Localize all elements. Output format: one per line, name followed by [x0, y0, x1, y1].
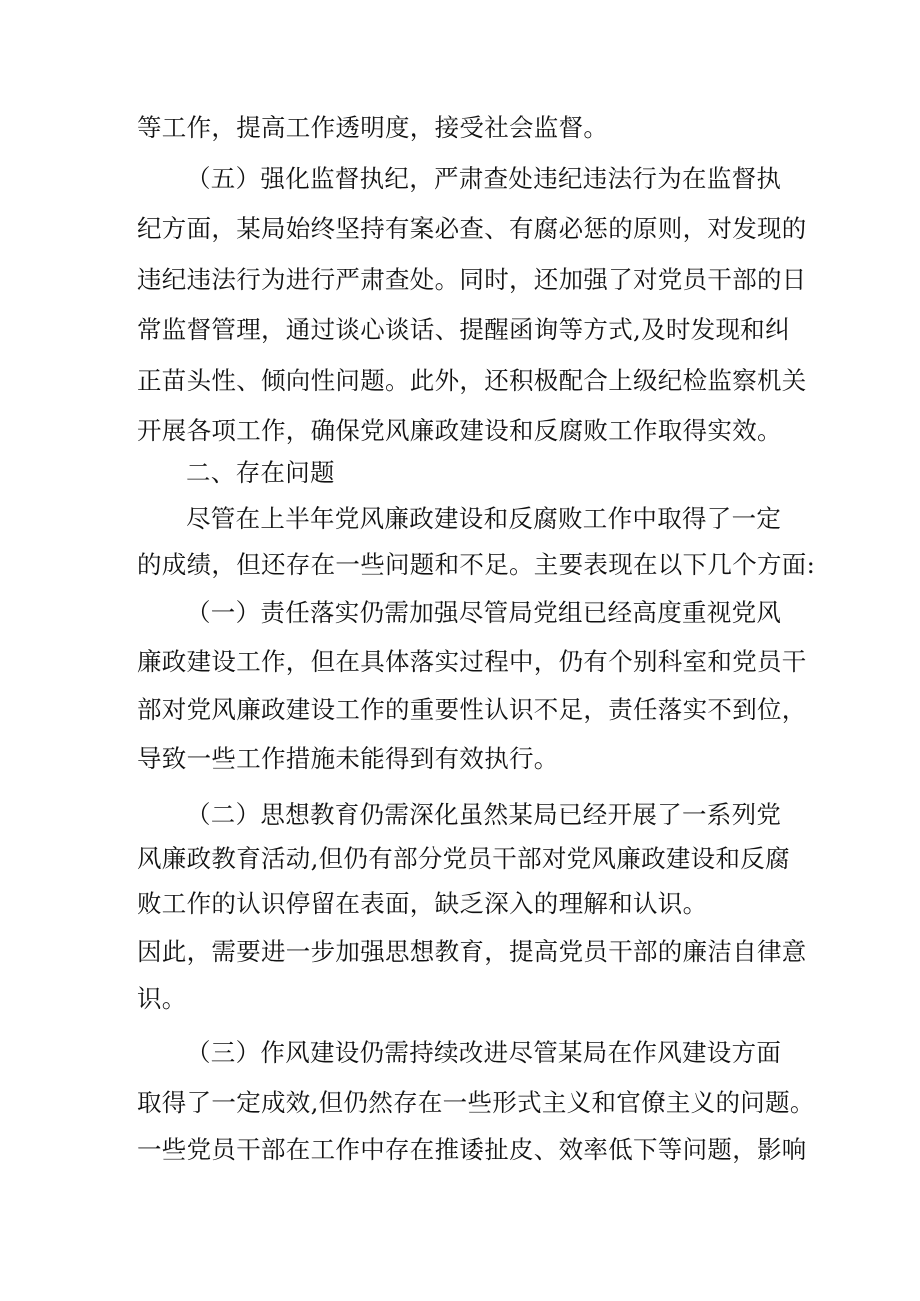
section-heading-1: （一）责任落实仍需加强尽管局党组已经高度重视党风 [186, 598, 782, 627]
text-line: 因此，需要进一步加强思想教育，提高党员干部的廉洁自律意 [137, 937, 807, 966]
text-line: 开展各项工作，确保党风廉政建设和反腐败工作取得实效。 [137, 416, 782, 445]
text-line: 一些党员干部在工作中存在推诿扯皮、效率低下等问题，影响 [137, 1135, 807, 1164]
text-line: 廉政建设工作，但在具体落实过程中，仍有个别科室和党员干 [137, 647, 807, 676]
text-line: 违纪违法行为进行严肃查处。同时，还加强了对党员干部的日 [137, 265, 807, 294]
text-line: 的成绩，但还存在一些问题和不足。主要表现在以下几个方面: [137, 550, 816, 579]
text-line: 正苗头性、倾向性问题。此外，还积极配合上级纪检监察机关 [137, 366, 807, 395]
text-line: 取得了一定成效,但仍然存在一些形式主义和官僚主义的问题。 [137, 1088, 815, 1117]
text-line: 等工作，提高工作透明度，接受社会监督。 [137, 113, 609, 142]
text-line: 败工作的认识停留在表面，缺乏深入的理解和认识。 [137, 889, 708, 918]
section-heading-3: （三）作风建设仍需持续改进尽管某局在作风建设方面 [186, 1038, 782, 1067]
chapter-heading: 二、存在问题 [186, 458, 335, 487]
text-line: 识。 [137, 984, 187, 1013]
text-line: 尽管在上半年党风廉政建设和反腐败工作中取得了一定 [186, 504, 782, 533]
text-line: 导致一些工作措施未能得到有效执行。 [137, 744, 559, 773]
section-heading-5: （五）强化监督执纪，严肃查处违纪违法行为在监督执 [186, 164, 782, 193]
text-line: 风廉政教育活动,但仍有部分党员干部对党风廉政建设和反腐 [137, 844, 790, 873]
section-heading-2: （二）思想教育仍需深化虽然某局已经开展了一系列党 [186, 800, 782, 829]
text-line: 纪方面，某局始终坚持有案必查、有腐必惩的原则，对发现的 [137, 214, 807, 243]
text-line: 常监督管理，通过谈心谈话、提醒函询等方式,及时发现和纠 [137, 315, 790, 344]
text-line: 部对党风廉政建设工作的重要性认识不足，责任落实不到位， [137, 695, 807, 724]
